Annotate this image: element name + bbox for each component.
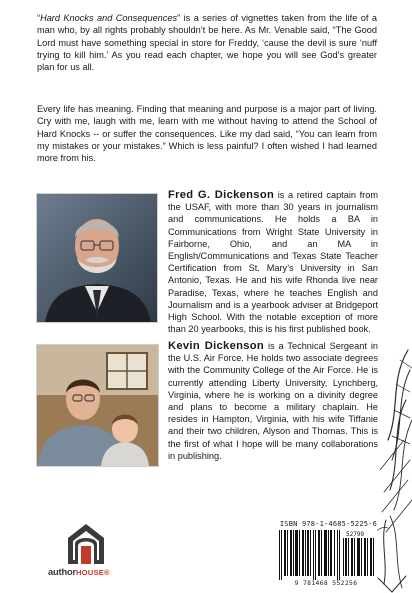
author1-bio-text: is a retired captain from the USAF, with more than 30 years in journalism and communications. He holds a BA in Communications from Wright State University in Fairborne, Ohio, and an MA in English/Communications and Texas State Teacher Certification from St. Mary’s University in San Antonio, Texas. He and his wife Rhonda live near Paradise, Texas, where he teaches English and Journalism and is a yearbook adviser at Bridgeport High School. With the notable exception of more than 20 yearbooks, this is his first published book. — [168, 190, 378, 335]
intro-open-quote: “ — [37, 13, 41, 23]
barcode-icon — [277, 530, 377, 580]
author1-photo — [37, 194, 157, 322]
meaning-paragraph: Every life has meaning. Finding that meaning and purpose is a major part of living. Cry with me, laugh with me, learn with me without having to attend the School of Hard Knocks -- or suffer the consequences. Like my dad said, “You can learn from my mistakes or your mistakes.” Which is less painful? I often wished I had learned more from his. — [37, 104, 377, 164]
intro-text: ” is a series of vignettes taken from the life of a man who, by all rights probably shouldn’t be here. As Mr. Venable said, “The Good Lord must have something special in store for Freddy, ‘cause the devil is sure ‘nuff trying to kill him.’ As you read each chapter, we hope you will see God’s greater plan for us all. — [37, 13, 377, 73]
author2-name: Kevin Dickenson — [168, 340, 265, 352]
publisher-name-part2: HOUSE — [75, 568, 104, 577]
author-photo-icon — [37, 194, 157, 322]
publisher-name-part1: author — [48, 566, 76, 577]
publisher-name — [48, 566, 138, 577]
barcode-block — [275, 520, 377, 590]
publisher-mark: ® — [103, 568, 110, 577]
ean-digits: 9 781468 552256 — [294, 580, 358, 587]
author2-bio-text: is a Technical Sergeant in the U.S. Air Force. He holds two associate degrees with the Community College of the Air Force. He is currently attending Liberty University, Lynchberg, Virginia, where he is working on a divinity degree and plans to become a military chaplain. He resides in Hampton, Virginia, with his wife Tiffanie and their two children, Alyson and Thomas. This is the first of what I hope will be many collaborations in publishing. — [168, 341, 378, 461]
author2-photo — [37, 345, 158, 466]
author1-name: Fred G. Dickenson — [168, 189, 275, 201]
author1-bio — [168, 189, 378, 335]
authorhouse-logo-icon — [66, 522, 106, 566]
price-code: 52799 — [345, 531, 365, 538]
author-photo-icon — [37, 345, 158, 466]
book-title: Hard Knocks and Consequences — [40, 13, 178, 23]
isbn-label: ISBN 978-1-4685-5225-6 — [279, 520, 377, 528]
intro-paragraph — [37, 12, 377, 73]
